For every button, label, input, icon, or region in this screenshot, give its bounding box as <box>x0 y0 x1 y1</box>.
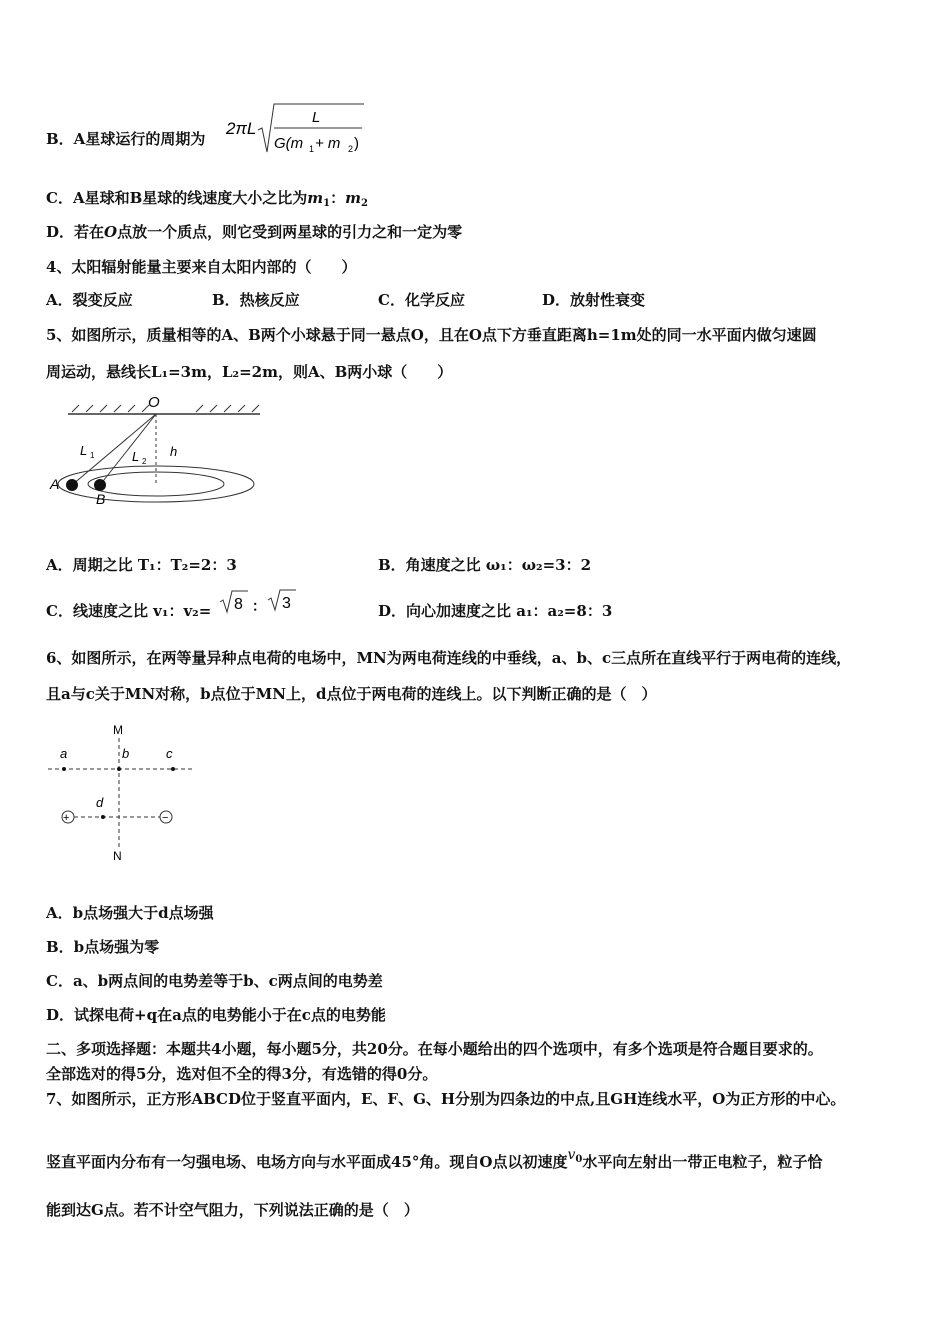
q7-line2: 竖直平面内分布有一匀强电场、电场方向与水平面成45°角。现自O点以初速度$v^0$水平向左射出一带正电粒子，粒子恰 <box>46 1147 823 1171</box>
q5-option-a[interactable]: A．周期之比 T₁：T₂=2：3 <box>46 556 237 574</box>
q4-option-d[interactable]: D．放射性衰变 <box>542 291 646 309</box>
q4-stem: 4、太阳辐射能量主要来自太阳内部的（ ） <box>46 258 357 276</box>
q6-stem-line1: 6、如图所示，在两等量异种点电荷的电场中，MN为两电荷连线的中垂线，a、b、c三点所在直线平行于两电荷的连线， <box>46 649 852 667</box>
label-m: M <box>113 723 123 737</box>
q6-option-a[interactable]: A．b点场强大于d点场强 <box>46 904 214 922</box>
q6-option-d[interactable]: D．试探电荷+q在a点的电势能小于在c点的电势能 <box>46 1006 386 1024</box>
label-l1: L <box>80 443 88 458</box>
q3-option-b-text: B．A星球运行的周期为 <box>46 130 206 148</box>
q5-option-b[interactable]: B．角速度之比 ω₁：ω₂=3：2 <box>378 556 592 574</box>
svg-text:1: 1 <box>90 451 95 460</box>
section2-line1: 二、多项选择题：本题共4小题，每小题5分，共20分。在每小题给出的四个选项中，有多个选项是符合题目要求的。 <box>46 1040 823 1058</box>
root-8: 8 <box>234 596 243 613</box>
q3-period-formula <box>222 98 367 160</box>
label-c: c <box>166 746 173 761</box>
label-b: B <box>96 491 106 507</box>
ball-a <box>66 479 78 491</box>
label-b: b <box>122 746 130 761</box>
formula-den-left: G(m <box>274 135 304 152</box>
label-h: h <box>170 444 178 459</box>
formula-coef: 2πL <box>226 119 257 138</box>
q5-stem-line1: 5、如图所示，质量相等的A、B两个小球悬于同一悬点O，且在O点下方垂直距离h=1m处的同一水平面内做匀速圆 <box>46 326 817 344</box>
q5-stem-line2: 周运动，悬线长L₁=3m，L₂=2m，则A、B两小球（ ） <box>46 363 453 381</box>
q3-option-b[interactable] <box>46 128 205 149</box>
q4-option-a[interactable]: A．裂变反应 <box>46 291 133 309</box>
q5-option-d[interactable]: D．向心加速度之比 a₁：a₂=8：3 <box>378 602 613 620</box>
q4-option-b[interactable]: B．热核反应 <box>212 291 300 309</box>
q6-stem-line2: 且a与c关于MN对称，b点位于MN上，d点位于两电荷的连线上。以下判断正确的是（ ） <box>46 685 657 703</box>
v0-symbol: v <box>567 1147 576 1163</box>
label-d: d <box>96 795 104 810</box>
formula-den-right: ) <box>354 135 359 152</box>
label-n: N <box>113 849 122 863</box>
q7-line1: 7、如图所示，正方形ABCD位于竖直平面内，E、F、G、H分别为四条边的中点,且GH连线水平，O为正方形的中心。 <box>46 1090 846 1108</box>
q3-option-d[interactable]: D．若在O点放一个质点，则它受到两星球的引力之和一定为零 <box>46 223 463 241</box>
svg-text:−: − <box>162 812 169 824</box>
root-3: 3 <box>282 595 291 612</box>
section2-line2: 全部选对的得5分，选对但不全的得3分，有选错的得0分。 <box>46 1065 438 1083</box>
q7-line3: 能到达G点。若不计空气阻力，下列说法正确的是（ ） <box>46 1201 419 1219</box>
svg-text:+: + <box>63 812 70 824</box>
svg-text:2: 2 <box>142 457 147 466</box>
q5-pendulum-figure <box>48 392 268 510</box>
svg-text:：: ： <box>252 598 266 614</box>
point-o-label: O <box>148 394 160 411</box>
q5-option-c[interactable]: C．线速度之比 v₁：v₂= <box>46 602 212 620</box>
formula-numerator: L <box>312 109 321 126</box>
label-a: A <box>50 476 60 492</box>
formula-sub1: 1 <box>309 144 315 154</box>
formula-sub2: 2 <box>348 144 354 154</box>
label-a: a <box>60 746 68 761</box>
formula-den-mid: + m <box>315 135 341 152</box>
q6-charge-figure <box>46 720 196 865</box>
label-l2: L <box>132 449 140 464</box>
q5-option-c-roots <box>218 588 298 618</box>
ball-b <box>94 479 106 491</box>
q3-option-c[interactable]: C．A星球和B星球的线速度大小之比为$m_1$：$m_2$ <box>46 189 368 209</box>
q6-option-b[interactable]: B．b点场强为零 <box>46 938 160 956</box>
q4-option-c[interactable]: C．化学反应 <box>378 291 465 309</box>
q6-option-c[interactable]: C．a、b两点间的电势差等于b、c两点间的电势差 <box>46 972 383 990</box>
